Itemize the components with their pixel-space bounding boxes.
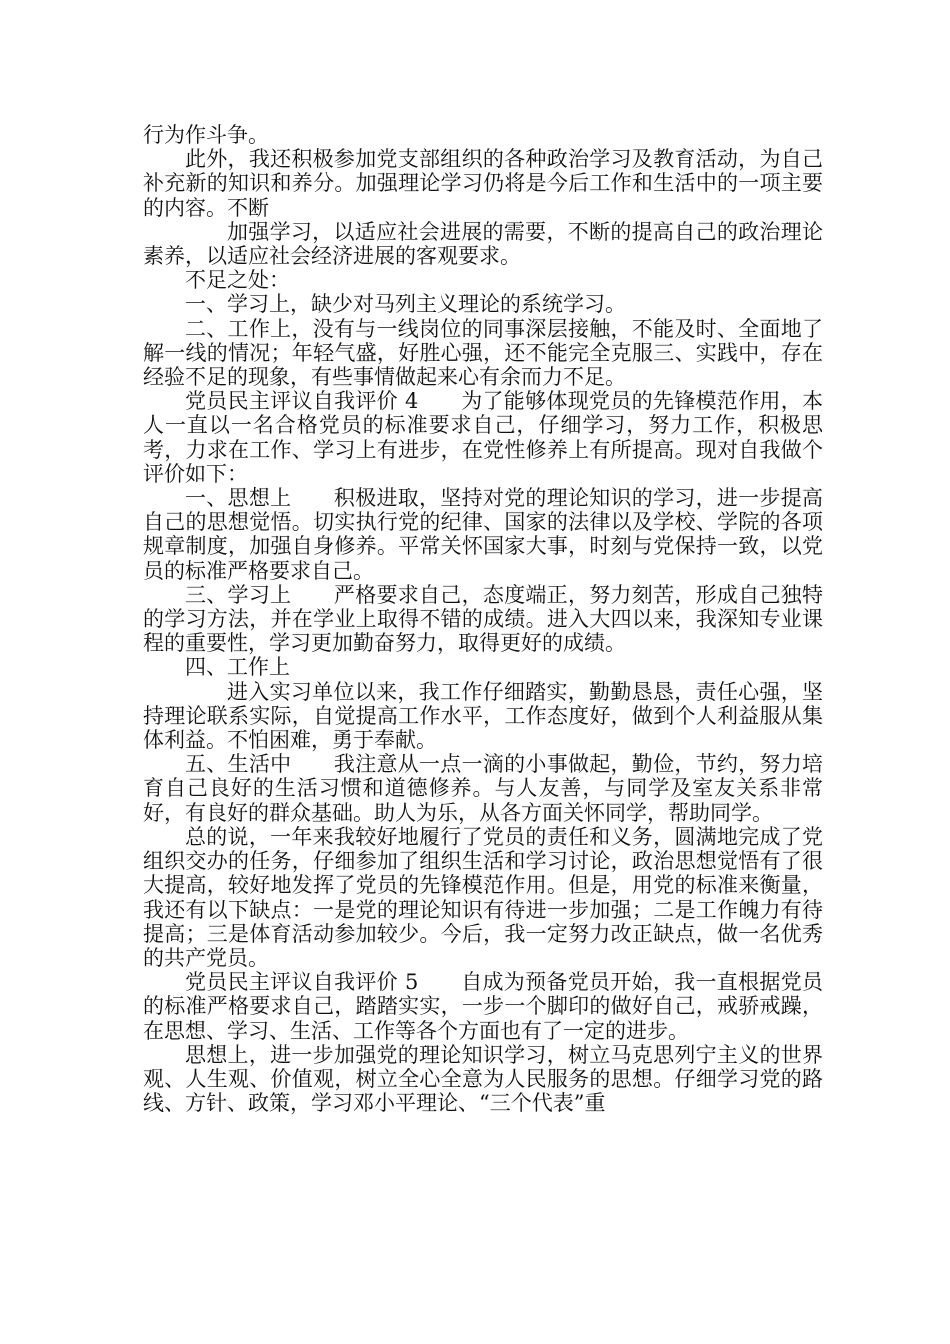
document-body xyxy=(143,123,823,1115)
paragraph-10: 四、工作上 xyxy=(185,655,290,680)
paragraph-2: 此外，我还积极参加党支部组织的各种政治学习及教育活动，为自己补充新的知识和养分。加强理论学习仍将是今后工作和生活中的一项主要的内容。不断 xyxy=(143,147,823,220)
paragraph-1: 行为作斗争。 xyxy=(143,123,269,147)
paragraph-14: 党员民主评议自我评价 5 自成为预备党员开始，我一直根据党员的标准严格要求自己，踏踏实实，一步一个脚印的做好自己，戒骄戒躁，在思想、学习、生活、工作等各个方面也有了一定的进步。 xyxy=(143,970,823,1043)
paragraph-9: 三、学习上 严格要求自己，态度端正，努力刻苦，形成自己独特的学习方法，并在学业上取得不错的成绩。进入大四以来，我深知专业课程的重要性，学习更加勤奋努力，取得更好的成绩。 xyxy=(143,582,823,656)
paragraph-6: 二、工作上，没有与一线岗位的同事深层接触，不能及时、全面地了解一线的情况；年轻气盛，好胜心强，还不能完全克服三、实践中，存在经验不足的现象，有些事情做起来心有余而力不足。 xyxy=(143,316,823,390)
paragraph-13: 总的说，一年来我较好地履行了党员的责任和义务，圆满地完成了党组织交办的任务，仔细参加了组织生活和学习讨论，政治思想觉悟有了很大提高，较好地发挥了党员的先锋模范作用。但是，用党的标准来衡量，我还有以下缺点：一是党的理论知识有待进一步加强；二是工作魄力有待提高；三是体育活动参加较少。今后，我一定努力改正缺点，做一名优秀的共产党员。 xyxy=(143,824,823,970)
paragraph-4: 不足之处： xyxy=(185,268,290,293)
paragraph-15: 思想上，进一步加强党的理论知识学习，树立马克思列宁主义的世界观、人生观、价值观，树立全心全意为人民服务的思想。仔细学习党的路线、方针、政策，学习邓小平理论、“三个代表”重 xyxy=(143,1042,823,1116)
paragraph-7: 党员民主评议自我评价 4 为了能够体现党员的先锋模范作用，本人一直以一名合格党员的标准要求自己，仔细学习，努力工作，积极思考，力求在工作、学习上有进步，在党性修养上有所提高。现对自我做个评价如下： xyxy=(143,389,823,486)
paragraph-3: 加强学习，以适应社会进展的需要，不断的提高自己的政治理论素养，以适应社会经济进展的客观要求。 xyxy=(143,219,823,269)
paragraph-11: 进入实习单位以来，我工作仔细踏实，勤勤恳恳，责任心强，坚持理论联系实际，自觉提高工作水平，工作态度好，做到个人利益服从集体利益。不怕困难，勇于奉献。 xyxy=(143,679,823,753)
paragraph-5: 一、学习上，缺少对马列主义理论的系统学习。 xyxy=(185,292,626,317)
paragraph-12: 五、生活中 我注意从一点一滴的小事做起，勤俭，节约，努力培育自己良好的生活习惯和道德修养。与人友善，与同学及室友关系非常好，有良好的群众基础。助人为乐，从各方面关怀同学，帮助同学。 xyxy=(143,752,823,825)
paragraph-8: 一、思想上 积极进取，坚持对党的理论知识的学习，进一步提高自己的思想觉悟。切实执行党的纪律、国家的法律以及学校、学院的各项规章制度，加强自身修养。平常关怀国家大事，时刻与党保持一致，以党员的标准严格要求自己。 xyxy=(143,486,823,583)
